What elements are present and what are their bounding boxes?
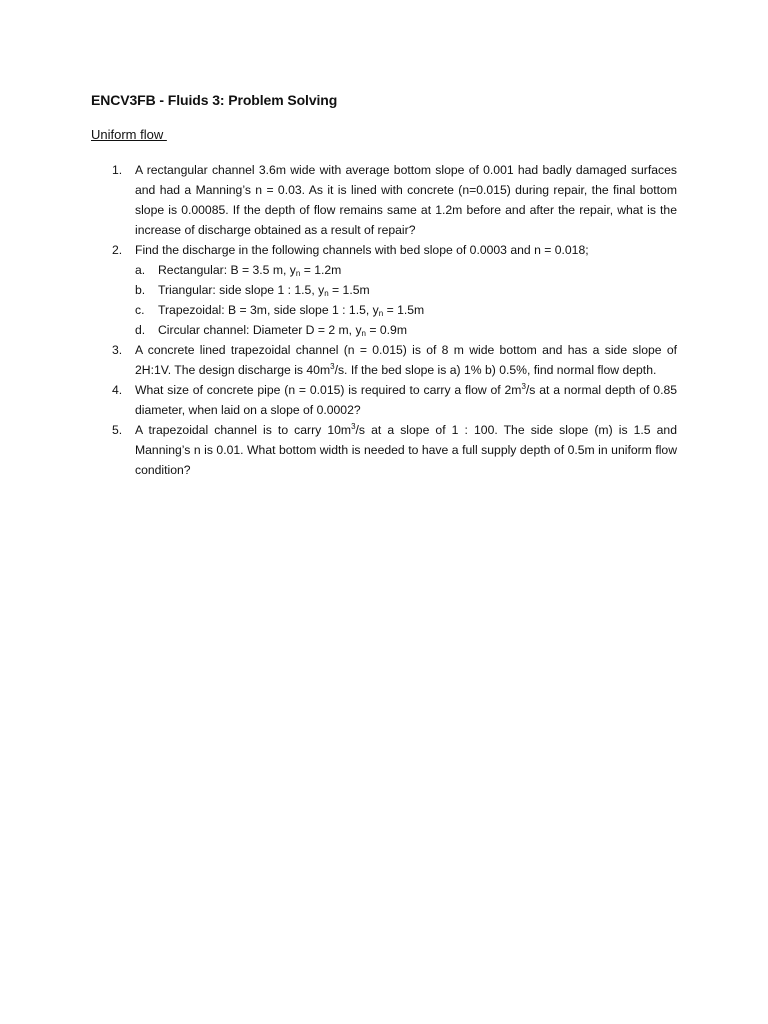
problem-text: Find the discharge in the following channels with bed slope of 0.0003 and n = 0.018; <box>135 243 589 257</box>
subitem-letter: d. <box>135 323 146 337</box>
problem-1 <box>0 160 768 240</box>
problem-text: A concrete lined trapezoidal channel (n = 0.015) is of 8 m wide bottom and has a side slope of 2H:1V. The design discharge is $40m^3/s$. If the bed slope is a) 1% b) 0.5%, find normal flow depth. <box>135 343 677 377</box>
problem-number: 1. <box>112 163 123 177</box>
problem-number: 3. <box>112 343 123 357</box>
problem-text: A trapezoidal channel is to carry $10m^3/s$ at a slope of 1 : 100. The side slope (m) is 1.5 and Manning’s n is 0.01. What bottom width is needed to have a full supply depth of 0.5m in uniform flow condition? <box>135 422 677 477</box>
subitem-text: Trapezoidal: B = 3m, side slope 1 : 1.5, $y_n = 1.5m$ <box>158 303 425 318</box>
problem-3 <box>0 340 768 380</box>
section-heading-uniform-flow: Uniform flow <box>91 127 167 142</box>
subitem-text: Rectangular: B = 3.5 m, $y_n = 1.2m$ <box>158 263 342 278</box>
problem-number: 2. <box>112 243 123 257</box>
subitem-text: Triangular: side slope 1 : 1.5, $y_n = 1.5m$ <box>158 283 370 298</box>
problem-2 <box>0 240 768 260</box>
subitem-a <box>0 260 768 280</box>
document-title: ENCV3FB - Fluids 3: Problem Solving <box>91 92 338 108</box>
problem-4 <box>0 380 768 420</box>
subitem-letter: b. <box>135 283 146 297</box>
problem-number: 5. <box>112 423 123 437</box>
subitem-letter: a. <box>135 263 146 277</box>
subitem-letter: c. <box>135 303 145 317</box>
subitem-d <box>0 320 768 340</box>
problem-number: 4. <box>112 383 123 397</box>
subitem-text: Circular channel: Diameter D = 2 m, $y_n = 0.9m$ <box>158 323 407 338</box>
problem-text: What size of concrete pipe (n = 0.015) is required to carry a flow of $2m^3/s$ at a normal depth of 0.85 diameter, when laid on a slope of 0.0002? <box>135 382 678 417</box>
subitem-c <box>0 300 768 320</box>
problem-text: A rectangular channel 3.6m wide with average bottom slope of 0.001 had badly damaged surfaces and had a Manning’s n = 0.03. As it is lined with concrete (n=0.015) during repair, the final bottom slope is 0.00085. If the depth of flow remains same at 1.2m before and after the repair, what is the increase of discharge obtained as a result of repair? <box>135 163 677 237</box>
subitem-b <box>0 280 768 300</box>
problem-5 <box>0 420 768 480</box>
problem-list <box>0 160 768 480</box>
